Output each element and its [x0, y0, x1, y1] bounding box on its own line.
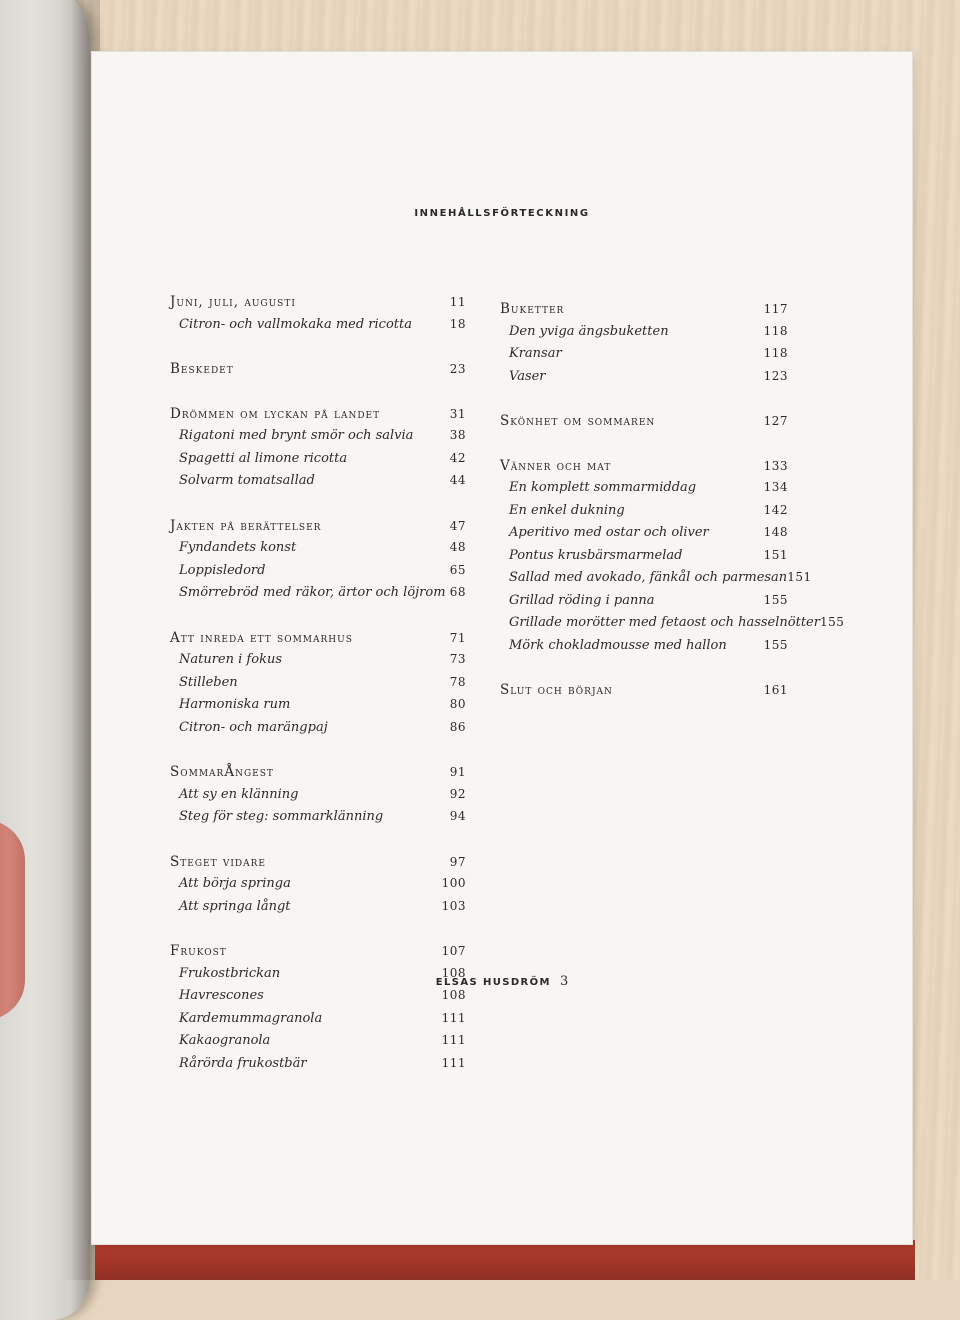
sub-entry-page-number: 118 — [763, 346, 788, 360]
sub-entry-title: Grillade morötter med fetaost och hasselnötter — [509, 615, 820, 630]
sub-entry-page-number: 151 — [787, 570, 812, 584]
toc-sub-entry — [170, 563, 466, 586]
sub-entry-title: Havrescones — [179, 988, 264, 1003]
page-title: INNEHÅLLSFÖRTECKNING — [414, 208, 590, 219]
sub-entry-title: Kardemummagranola — [179, 1010, 323, 1026]
sub-entry-title: Kakaogranola — [179, 1033, 271, 1048]
toc-sub-entry — [170, 675, 466, 698]
toc-sub-entry — [170, 809, 466, 832]
sub-entry-title: Pontus krusbärsmarmelad — [509, 547, 683, 563]
chapter-page-number: 11 — [449, 295, 466, 309]
sub-entry-page-number: 155 — [763, 592, 788, 607]
toc-chapter-entry — [170, 361, 466, 384]
toc-chapter-entry — [170, 854, 466, 877]
sub-entry-title: En enkel dukning — [509, 502, 625, 518]
sub-entry-title: Mörk chokladmousse med hallon — [509, 637, 727, 653]
sub-entry-page-number: 80 — [449, 697, 466, 711]
toc-sub-entry — [500, 615, 845, 638]
toc-chapter-entry — [500, 682, 788, 705]
chapter-title: Jakten på berättelser — [170, 517, 322, 534]
toc-sub-entry — [170, 876, 466, 899]
sub-entry-page-number: 44 — [449, 473, 466, 487]
chapter-page-number: 127 — [763, 414, 788, 428]
toc-sub-entry — [170, 1033, 466, 1056]
chapter-title: Juni, juli, augusti — [170, 294, 296, 310]
toc-section — [170, 518, 466, 608]
toc-sub-entry — [500, 525, 788, 548]
sub-entry-page-number: 94 — [449, 809, 466, 823]
toc-section — [170, 943, 466, 1078]
book-page — [92, 52, 912, 1244]
toc-sub-entry — [170, 473, 466, 496]
toc-section — [500, 682, 788, 705]
toc-section — [170, 854, 466, 922]
sub-entry-title: Vaser — [509, 368, 546, 384]
sub-entry-title: Aperitivo med ostar och oliver — [509, 525, 709, 540]
sub-entry-page-number: 100 — [441, 876, 466, 890]
chapter-title: Att inreda ett sommarhus — [170, 629, 353, 646]
sub-entry-title: Grillad röding i panna — [509, 592, 655, 608]
sub-entry-title: Stilleben — [179, 674, 238, 690]
chapter-title: SommarÅngest — [170, 764, 274, 780]
toc-chapter-entry — [500, 413, 788, 436]
toc-sub-entry — [170, 1011, 466, 1034]
chapter-page-number: 133 — [763, 458, 788, 473]
sub-entry-page-number: 18 — [449, 316, 466, 331]
sub-entry-page-number: 65 — [449, 562, 466, 577]
sub-entry-page-number: 92 — [449, 786, 466, 801]
toc-section — [500, 413, 788, 436]
sub-entry-page-number: 123 — [763, 368, 788, 383]
toc-chapter-entry — [170, 943, 466, 966]
toc-chapter-entry — [170, 406, 466, 429]
sub-entry-title: Rårörda frukostbär — [179, 1055, 307, 1071]
chapter-page-number: 31 — [449, 406, 466, 421]
sub-entry-page-number: 142 — [763, 502, 788, 517]
sub-entry-title: Rigatoni med brynt smör och salvia — [179, 428, 414, 443]
toc-sub-entry — [170, 652, 466, 675]
sub-entry-page-number: 78 — [449, 674, 466, 689]
sub-entry-title: Frukostbrickan — [179, 965, 281, 981]
chapter-title: Vänner och mat — [500, 457, 612, 474]
sub-entry-page-number: 68 — [449, 585, 466, 599]
sub-entry-page-number: 38 — [449, 428, 466, 442]
footer-page-number: 3 — [560, 974, 569, 989]
sub-entry-page-number: 118 — [763, 323, 788, 338]
footer-book-title: ELSAS HUSDRÖM — [435, 977, 551, 988]
sub-entry-page-number: 73 — [449, 652, 466, 666]
toc-sub-entry — [500, 346, 788, 369]
chapter-page-number: 23 — [449, 362, 466, 376]
sub-entry-page-number: 103 — [441, 898, 466, 913]
toc-chapter-entry — [170, 294, 466, 317]
sub-entry-page-number: 155 — [819, 615, 845, 629]
sub-entry-page-number: 111 — [441, 1033, 466, 1047]
chapter-page-number: 117 — [763, 302, 788, 316]
sub-entry-page-number: 48 — [449, 540, 466, 554]
sub-entry-title: Naturen i fokus — [179, 652, 282, 667]
sub-entry-title: Fyndandets konst — [179, 540, 297, 555]
sub-entry-page-number: 151 — [763, 547, 788, 562]
toc-section — [170, 294, 466, 339]
sub-entry-title: Att börja springa — [179, 876, 291, 891]
chapter-page-number: 97 — [449, 854, 466, 869]
chapter-page-number: 71 — [449, 630, 466, 645]
toc-chapter-entry — [500, 301, 788, 324]
toc-sub-entry — [500, 593, 788, 616]
toc-sub-entry — [500, 638, 788, 661]
sub-entry-title: Harmoniska rum — [179, 697, 291, 712]
chapter-page-number: 47 — [449, 518, 466, 533]
finger — [0, 820, 25, 1020]
sub-entry-page-number: 108 — [441, 965, 466, 980]
toc-sub-entry — [170, 720, 466, 743]
sub-entry-title: Smörrebröd med räkor, ärtor och löjrom — [179, 585, 446, 600]
sub-entry-title: Den yviga ängsbuketten — [509, 323, 669, 339]
toc-sub-entry — [170, 1056, 466, 1079]
sub-entry-title: Kransar — [509, 346, 562, 361]
toc-sub-entry — [170, 899, 466, 922]
sub-entry-title: Sallad med avokado, fänkål och parmesan — [509, 570, 788, 585]
toc-sub-entry — [500, 369, 788, 392]
toc-sub-entry — [500, 480, 788, 503]
toc-section — [500, 457, 845, 661]
sub-entry-page-number: 134 — [763, 480, 788, 494]
toc-sub-entry — [170, 317, 466, 340]
chapter-title: Buketter — [500, 301, 565, 317]
chapter-title: Skönhet om sommaren — [500, 413, 656, 429]
sub-entry-page-number: 86 — [449, 719, 466, 734]
sub-entry-title: Att sy en klänning — [179, 786, 299, 802]
sub-entry-title: Spagetti al limone ricotta — [179, 450, 348, 466]
toc-section — [170, 361, 466, 384]
toc-sub-entry — [500, 548, 788, 571]
toc-sub-entry — [500, 503, 788, 526]
sub-entry-page-number: 111 — [441, 1010, 466, 1025]
toc-sub-entry — [170, 451, 466, 474]
toc-sub-entry — [170, 428, 466, 451]
book-cover-edge — [95, 1240, 915, 1280]
sub-entry-title: Att springa långt — [179, 898, 291, 914]
sub-entry-title: Citron- och vallmokaka med ricotta — [179, 316, 412, 332]
chapter-title: Slut och början — [500, 682, 613, 698]
toc-sub-entry — [500, 570, 812, 593]
toc-chapter-entry — [170, 518, 466, 541]
toc-chapter-entry — [170, 630, 466, 653]
chapter-page-number: 161 — [763, 683, 788, 697]
sub-entry-title: Loppisledord — [179, 562, 266, 578]
toc-sub-entry — [170, 540, 466, 563]
toc-section — [170, 630, 466, 743]
toc-chapter-entry — [500, 458, 788, 481]
toc-section — [170, 764, 466, 832]
sub-entry-title: En komplett sommarmiddag — [509, 480, 697, 495]
sub-entry-title: Citron- och marängpaj — [179, 719, 328, 735]
sub-entry-page-number: 108 — [441, 988, 466, 1002]
sub-entry-page-number: 155 — [763, 637, 788, 652]
toc-column-right — [500, 301, 845, 727]
toc-sub-entry — [170, 787, 466, 810]
chapter-title: Frukost — [170, 943, 227, 959]
page-footer — [92, 970, 912, 989]
chapter-title: Drömmen om lyckan på landet — [170, 405, 381, 422]
chapter-page-number: 91 — [449, 765, 466, 779]
sub-entry-title: Steg för steg: sommarklänning — [179, 809, 384, 824]
toc-sub-entry — [500, 324, 788, 347]
sub-entry-title: Solvarm tomatsallad — [179, 473, 315, 488]
chapter-title: Beskedet — [170, 361, 234, 377]
toc-sub-entry — [170, 585, 466, 608]
chapter-page-number: 107 — [441, 944, 466, 958]
toc-section — [500, 301, 788, 391]
toc-chapter-entry — [170, 764, 466, 787]
sub-entry-page-number: 148 — [763, 525, 788, 539]
sub-entry-page-number: 111 — [441, 1055, 466, 1070]
sub-entry-page-number: 42 — [449, 450, 466, 465]
toc-section — [170, 406, 466, 496]
toc-sub-entry — [170, 988, 466, 1011]
toc-sub-entry — [170, 697, 466, 720]
chapter-title: Steget vidare — [170, 853, 266, 870]
